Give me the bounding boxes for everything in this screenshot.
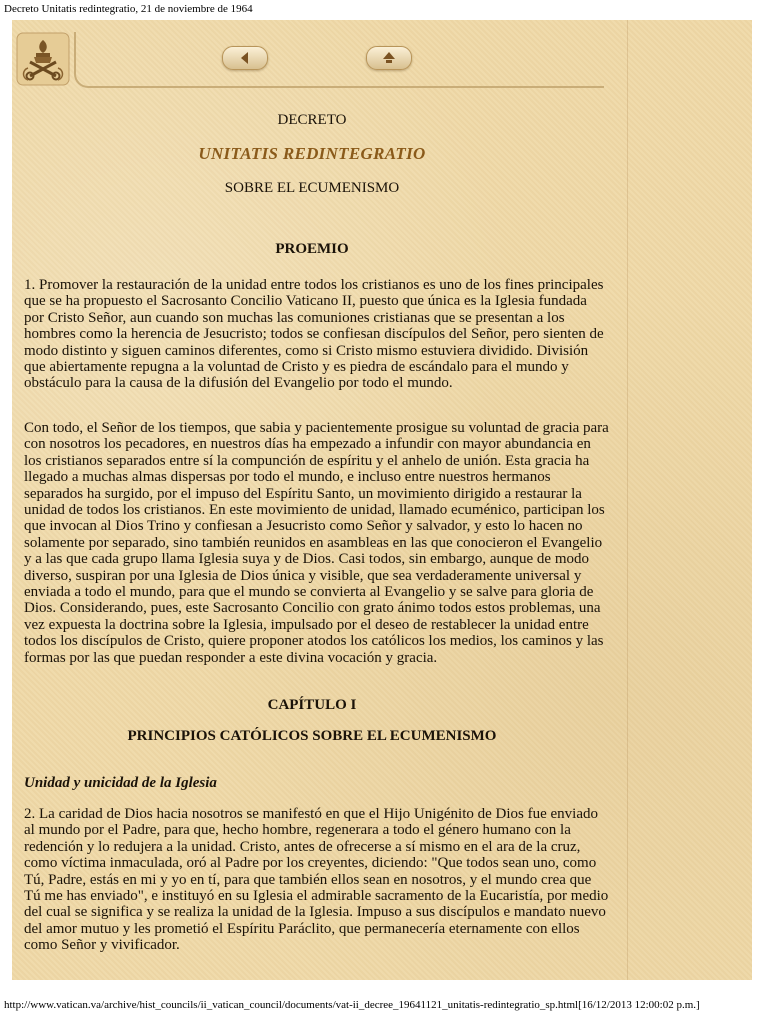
print-header: Decreto Unitatis redintegratio, 21 de noviembre de 1964: [4, 3, 253, 15]
arrow-left-icon: [237, 50, 253, 66]
proemio-heading: PROEMIO: [275, 241, 349, 257]
section-title: Unidad y unicidad de la Iglesia: [24, 775, 217, 791]
chapter-heading: CAPÍTULO I: [267, 697, 357, 713]
paragraph-3: 2. La caridad de Dios hacia nosotros se manifestó en que el Hijo Unigénito de Dios fue enviado al mundo por el Padre, para que, hecho hombre, regenerara a todo el género humano con la redención y lo redujera a la unidad. Cristo, antes de ofrecerse a sí mismo en el ara de la cruz, como víctima inmaculada, oró al Padre por los creyentes, diciendo: "Que todos sean uno, como Tú, Padre, estás en mi y yo en tí, para que también ellos sean en nosotros, y el mundo crea que Tú me has enviado", e instituyó en su Iglesia el admirable sacramento de la Eucaristía, por medio del cual se significa y se realiza la unidad de la Iglesia. Impuso a sus discípulos e mandato nuevo del amor mutuo y les prometió el Espíritu Paráclito, que permanecería eternamente con ellos como Señor y vivificador.: [24, 806, 609, 954]
document-label: DECRETO: [277, 112, 347, 128]
print-footer-url: http://www.vatican.va/archive/hist_councils/ii_vatican_council/documents/vat-ii_decree_19641121_unitatis-redintegratio_sp.html[16/12/2013 12:00:02 p.m.]: [4, 999, 700, 1011]
navigation-bar: [74, 32, 604, 88]
document-title: UNITATIS REDINTEGRATIO: [198, 144, 426, 163]
papal-crest-icon[interactable]: [16, 32, 70, 86]
up-button[interactable]: [366, 46, 412, 70]
document-page: [12, 20, 752, 980]
back-button[interactable]: [222, 46, 268, 70]
paragraph-2: Con todo, el Señor de los tiempos, que sabia y pacientemente prosigue su voluntad de gracia para con nosotros los pecadores, en nuestros días ha empezado a infundir con mayor abundancia en los cristianos separados entre sí la compunción de espíritu y el anhelo de unión. Esta gracia ha llegado a muchas almas dispersas por todo el mundo, e incluso entre nuestros hermanos separados ha surgido, por el impuso del Espíritu Santo, un movimiento dirigido a restaurar la unidad de todos los cristianos. En este movimiento de unidad, llamado ecuménico, participan los que invocan al Dios Trino y confiesan a Jesucristo como Señor y salvador, y esto lo hacen no solamente por separado, sino también reunidos en asambleas en las que conocieron el Evangelio y a las que cada grupo llama Iglesia suya y de Dios. Casi todos, sin embargo, aunque de modo diverso, suspiran por una Iglesia de Dios única y visible, que sea verdaderamente universal y enviada a todo el mundo, para que el mundo se convierta al Evangelio y se salve para gloria de Dios. Considerando, pues, este Sacrosanto Concilio con grato ánimo todos estos problemas, una vez expuesta la doctrina sobre la Iglesia, impulsado por el deseo de restablecer la unidad entre todos los discípulos de Cristo, quiere proponer atodos los católicos los medios, los caminos y las formas por las que puedan responder a este divina vocación y gracia.: [24, 420, 609, 666]
paragraph-1: 1. Promover la restauración de la unidad entre todos los cristianos es uno de los fines principales que se ha propuesto el Sacrosanto Concilio Vaticano II, puesto que única es la Iglesia fundada por Cristo Señor, aun cuando son muchas las comuniones cristianas que se presentan a los hombres como la herencia de Jesucristo; todos se confiesan discípulos del Señor, pero sienten de modo distinto y siguen caminos diferentes, como si Cristo mismo estuviera dividido. División que abiertamente repugna a la voluntad de Cristo y es piedra de escándalo para el mundo y obstáculo para la causa de la difusión del Evangelio por todo el mundo.: [24, 277, 604, 392]
chapter-title: PRINCIPIOS CATÓLICOS SOBRE EL ECUMENISMO: [127, 728, 497, 744]
arrow-up-icon: [381, 50, 397, 66]
page-margin-strip: [627, 20, 752, 980]
document-subtitle: SOBRE EL ECUMENISMO: [224, 180, 400, 196]
